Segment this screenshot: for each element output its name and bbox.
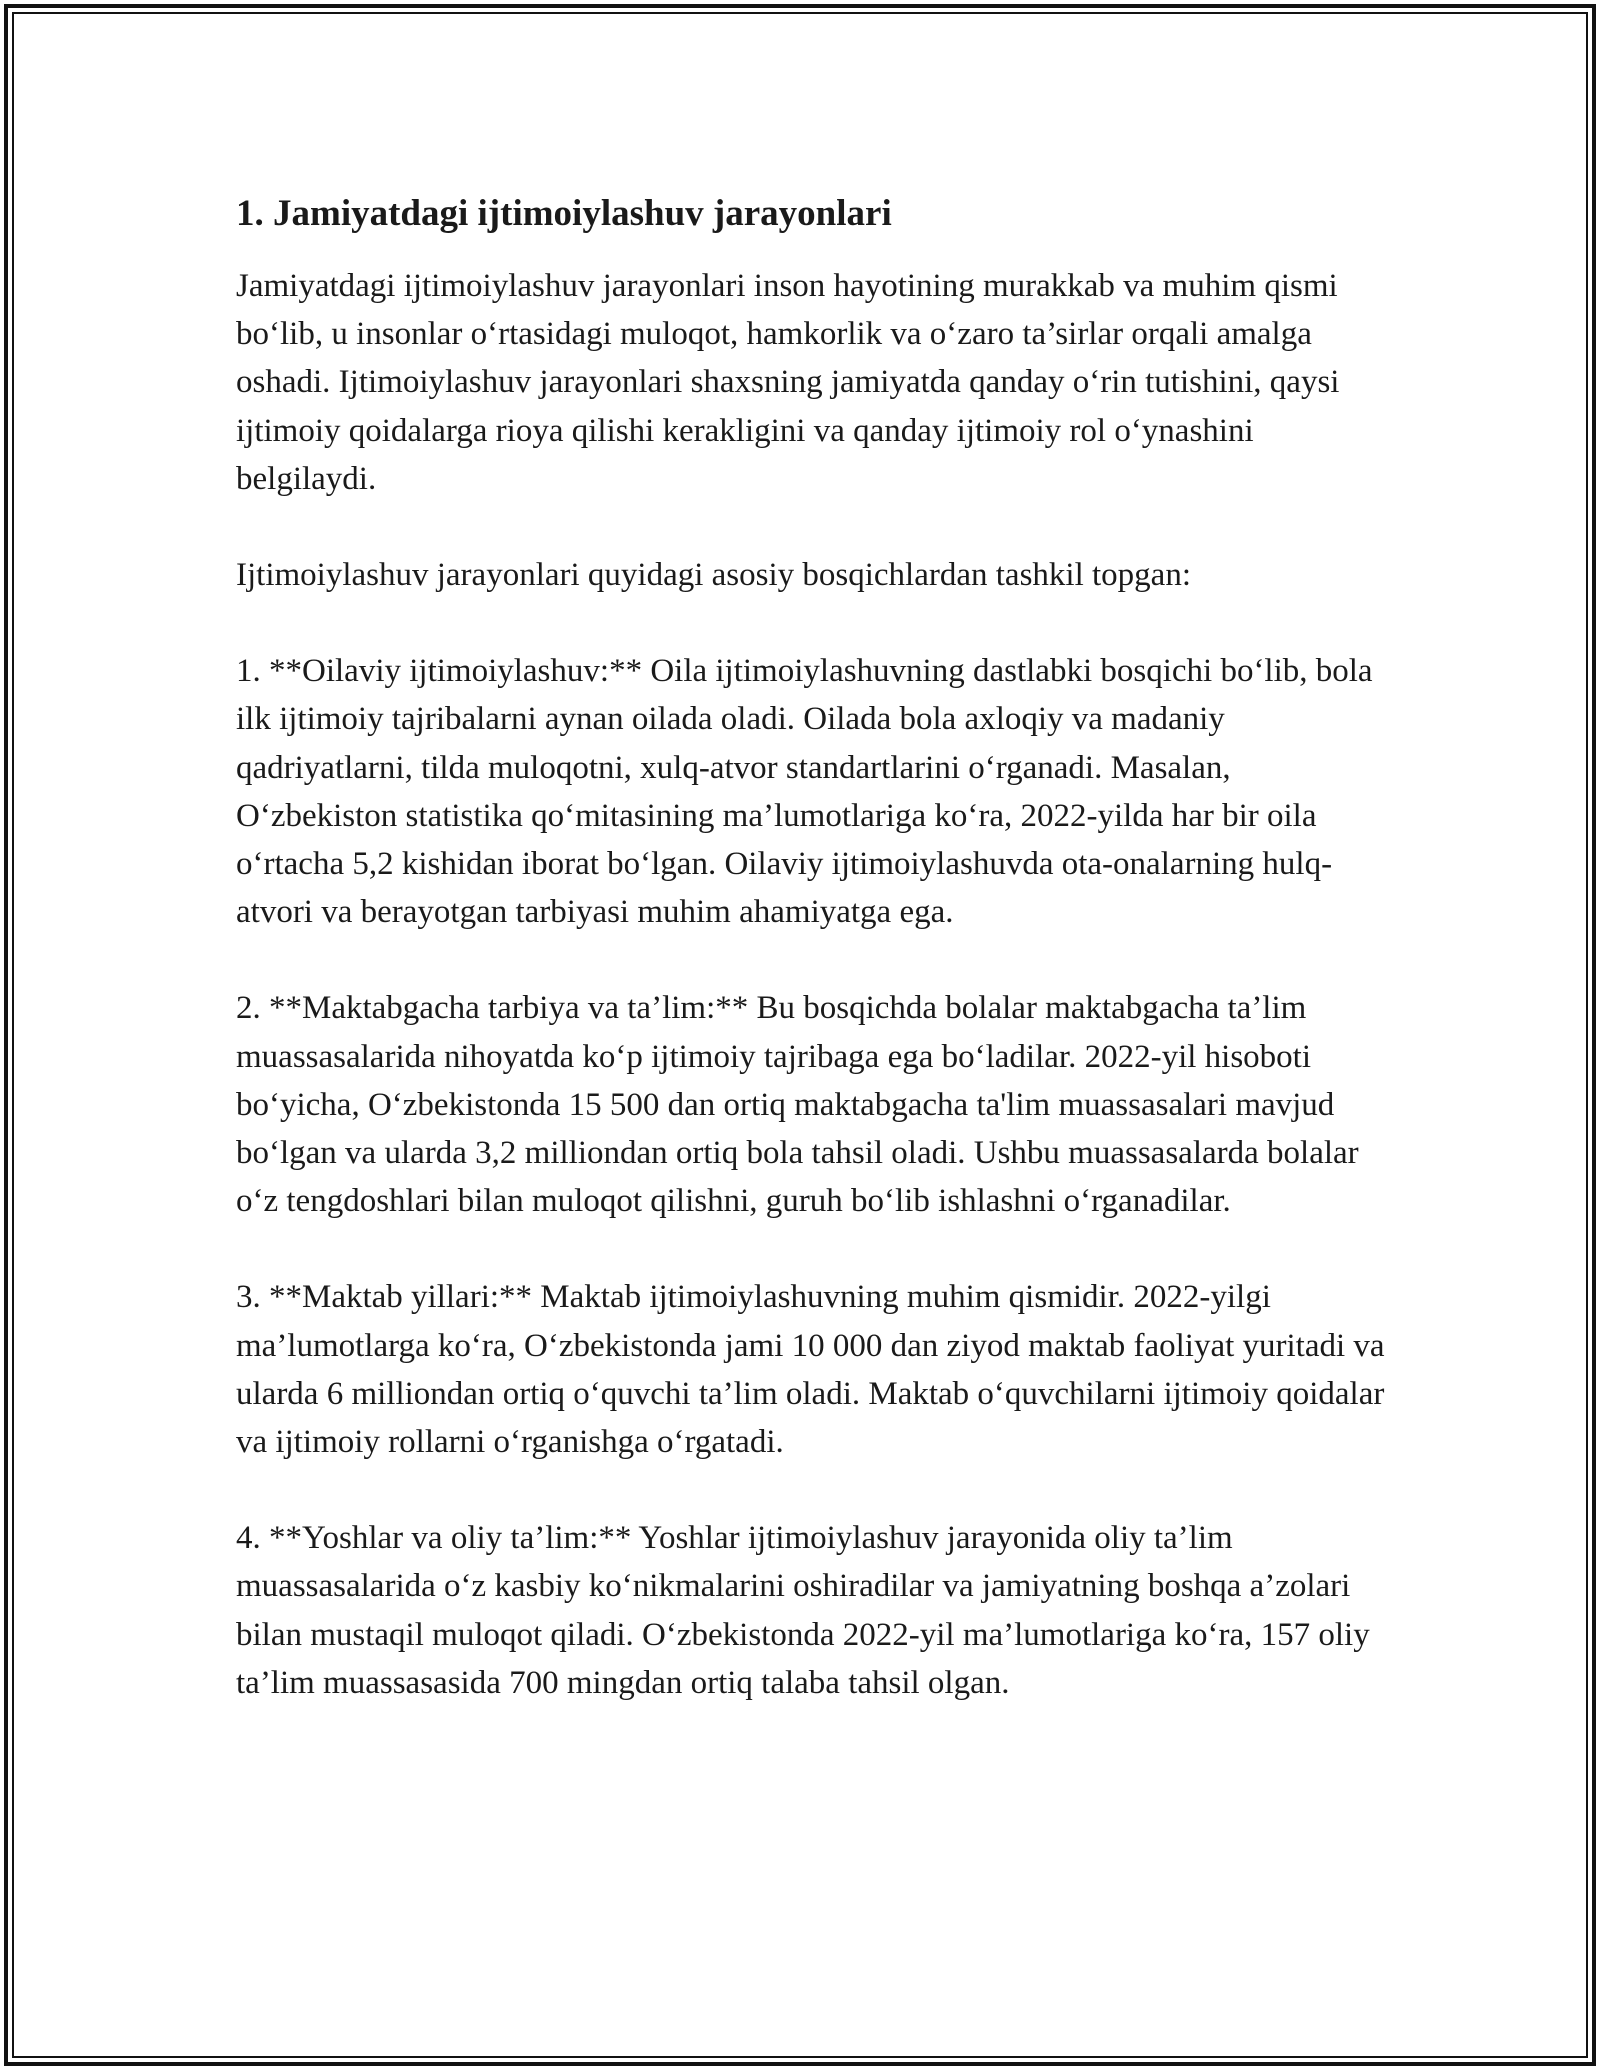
document-title: 1. Jamiyatdagi ijtimoiylashuv jarayonlari [236,193,892,234]
stage-2-paragraph: 2. **Maktabgacha tarbiya va ta’lim:** Bu bosqichda bolalar maktabgacha ta’lim muassasalarida nihoyatda ko‘p ijtimoiy tajribaga ega bo‘ladilar. 2022-yil hisoboti bo‘yicha, O‘zbekistonda 15 500 dan ortiq maktabgacha ta'lim muassasalari mavjud bo‘lgan va ularda 3,2 milliondan ortiq bola tahsil oladi. Ushbu muassasalarda bolalar o‘z tengdoshlari bilan muloqot qilishni, guruh bo‘lib ishlashni o‘rganadilar. [236,990,1359,1220]
stage-1-paragraph: 1. **Oilaviy ijtimoiylashuv:** Oila ijtimoiylashuvning dastlabki bosqichi bo‘lib, bola ilk ijtimoiy tajribalarni aynan oilada oladi. Oilada bola axloqiy va madaniy qadriyatlarni, tilda muloqotni, xulq-atvor standartlarini o‘rganadi. Masalan, O‘zbekiston statistika qo‘mitasining ma’lumotlariga ko‘ra, 2022-yilda har bir oila o‘rtacha 5,2 kishidan iborat bo‘lgan. Oilaviy ijtimoiylashuvda ota-onalarning hulq-atvori va berayotgan tarbiyasi muhim ahamiyatga ega. [236,653,1373,931]
stage-4-paragraph: 4. **Yoshlar va oliy ta’lim:** Yoshlar ijtimoiylashuv jarayonida oliy ta’lim muassasalarida o‘z kasbiy ko‘nikmalarini oshiradilar va jamiyatning boshqa a’zolari bilan mustaqil muloqot qiladi. O‘zbekistonda 2022-yil ma’lumotlariga ko‘ra, 157 oliy ta’lim muassasasida 700 mingdan ortiq talaba tahsil olgan. [236,1520,1370,1701]
intro-paragraph: Jamiyatdagi ijtimoiylashuv jarayonlari inson hayotining murakkab va muhim qismi bo‘lib, u insonlar o‘rtasidagi muloqot, hamkorlik va o‘zaro ta’sirlar orqali amalga oshadi. Ijtimoiylashuv jarayonlari shaxsning jamiyatda qanday o‘rin tutishini, qaysi ijtimoiy qoidalarga rioya qilishi kerakligini va qanday ijtimoiy rol o‘ynashini belgilaydi. [236,268,1340,497]
stages-lead-paragraph: Ijtimoiylashuv jarayonlari quyidagi asosiy bosqichlardan tashkil topgan: [236,557,1191,594]
stage-3-paragraph: 3. **Maktab yillari:** Maktab ijtimoiylashuvning muhim qismidir. 2022-yilgi ma’lumotlarga ko‘ra, O‘zbekistonda jami 10 000 dan ziyod maktab faoliyat yuritadi va ularda 6 milliondan ortiq o‘quvchi ta’lim oladi. Maktab o‘quvchilarni ijtimoiy qoidalar va ijtimoiy rollarni o‘rganishga o‘rgatadi. [236,1279,1385,1461]
document-body [236,188,1396,1755]
